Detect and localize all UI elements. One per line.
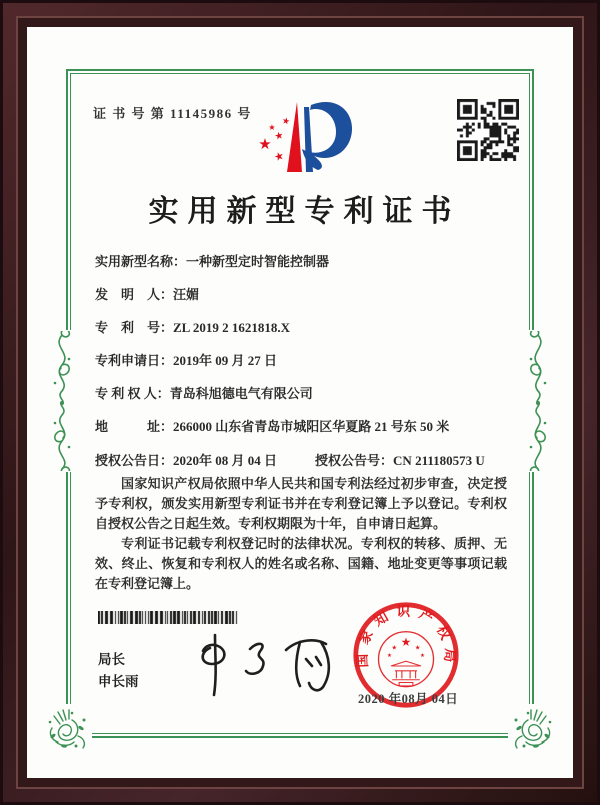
director-signature bbox=[182, 629, 350, 704]
signer-name: 申长雨 bbox=[98, 674, 139, 689]
field-inventor: 发 明 人：汪媚 bbox=[95, 287, 200, 302]
field-patentee: 专 利 权 人：青岛科旭德电气有限公司 bbox=[95, 386, 313, 401]
legal-paragraph-2: 专利证书记载专利权登记时的法律状况。专利权的转移、质押、无效、终止、恢复和专利权人的姓名或名称、国籍、地址变更等事项记载在专利登记簿上。 bbox=[95, 536, 507, 591]
cnipa-patent-logo-icon bbox=[245, 92, 355, 192]
field-filing-date: 专利申请日：2019年 09 月 27 日 bbox=[95, 353, 278, 368]
certificate-number: 证 书 号 第 11145986 号 bbox=[93, 106, 252, 121]
field-address: 地 址：266000 山东省青岛市城阳区华夏路 21 号东 50 米 bbox=[95, 419, 450, 434]
barcode bbox=[98, 611, 238, 624]
svg-text:★: ★ bbox=[387, 653, 392, 660]
field-utility-model-name: 实用新型名称：一种新型定时智能控制器 bbox=[95, 254, 330, 269]
signer-role: 局长 bbox=[98, 652, 125, 667]
national-emblem-icon bbox=[379, 632, 434, 687]
svg-text:★: ★ bbox=[391, 644, 398, 652]
grant-number: 授权公告号：CN 211180573 U bbox=[315, 453, 485, 468]
seal-text: 国家知识产权局 bbox=[354, 603, 458, 671]
svg-text:★: ★ bbox=[414, 644, 421, 652]
seal-date: 2020 年08月 04日 bbox=[358, 692, 459, 706]
grant-date: 授权公告日：2020年 08 月 04 日 bbox=[95, 453, 278, 468]
svg-text:★: ★ bbox=[268, 123, 276, 132]
svg-text:★: ★ bbox=[420, 653, 425, 660]
svg-text:★: ★ bbox=[273, 130, 285, 143]
svg-text:★: ★ bbox=[280, 116, 291, 128]
legal-text bbox=[95, 474, 507, 594]
svg-text:★: ★ bbox=[272, 148, 286, 165]
field-patent-number: 专 利 号：ZL 2019 2 1621818.X bbox=[95, 320, 291, 335]
qr-code bbox=[457, 99, 519, 161]
grant-announcement-row bbox=[95, 450, 485, 469]
legal-paragraph-1: 国家知识产权局依照中华人民共和国专利法经过初步审查，决定授予专利权，颁发实用新型专利证书并在专利登记簿上予以登记。专利权自授权公告之日起生效。专利权期限为十年，自申请日起算。 bbox=[95, 476, 507, 531]
svg-text:★: ★ bbox=[258, 135, 272, 153]
certificate-title: 实用新型专利证书 bbox=[148, 195, 461, 228]
certificate-fields bbox=[95, 252, 532, 450]
svg-text:★: ★ bbox=[400, 635, 412, 650]
